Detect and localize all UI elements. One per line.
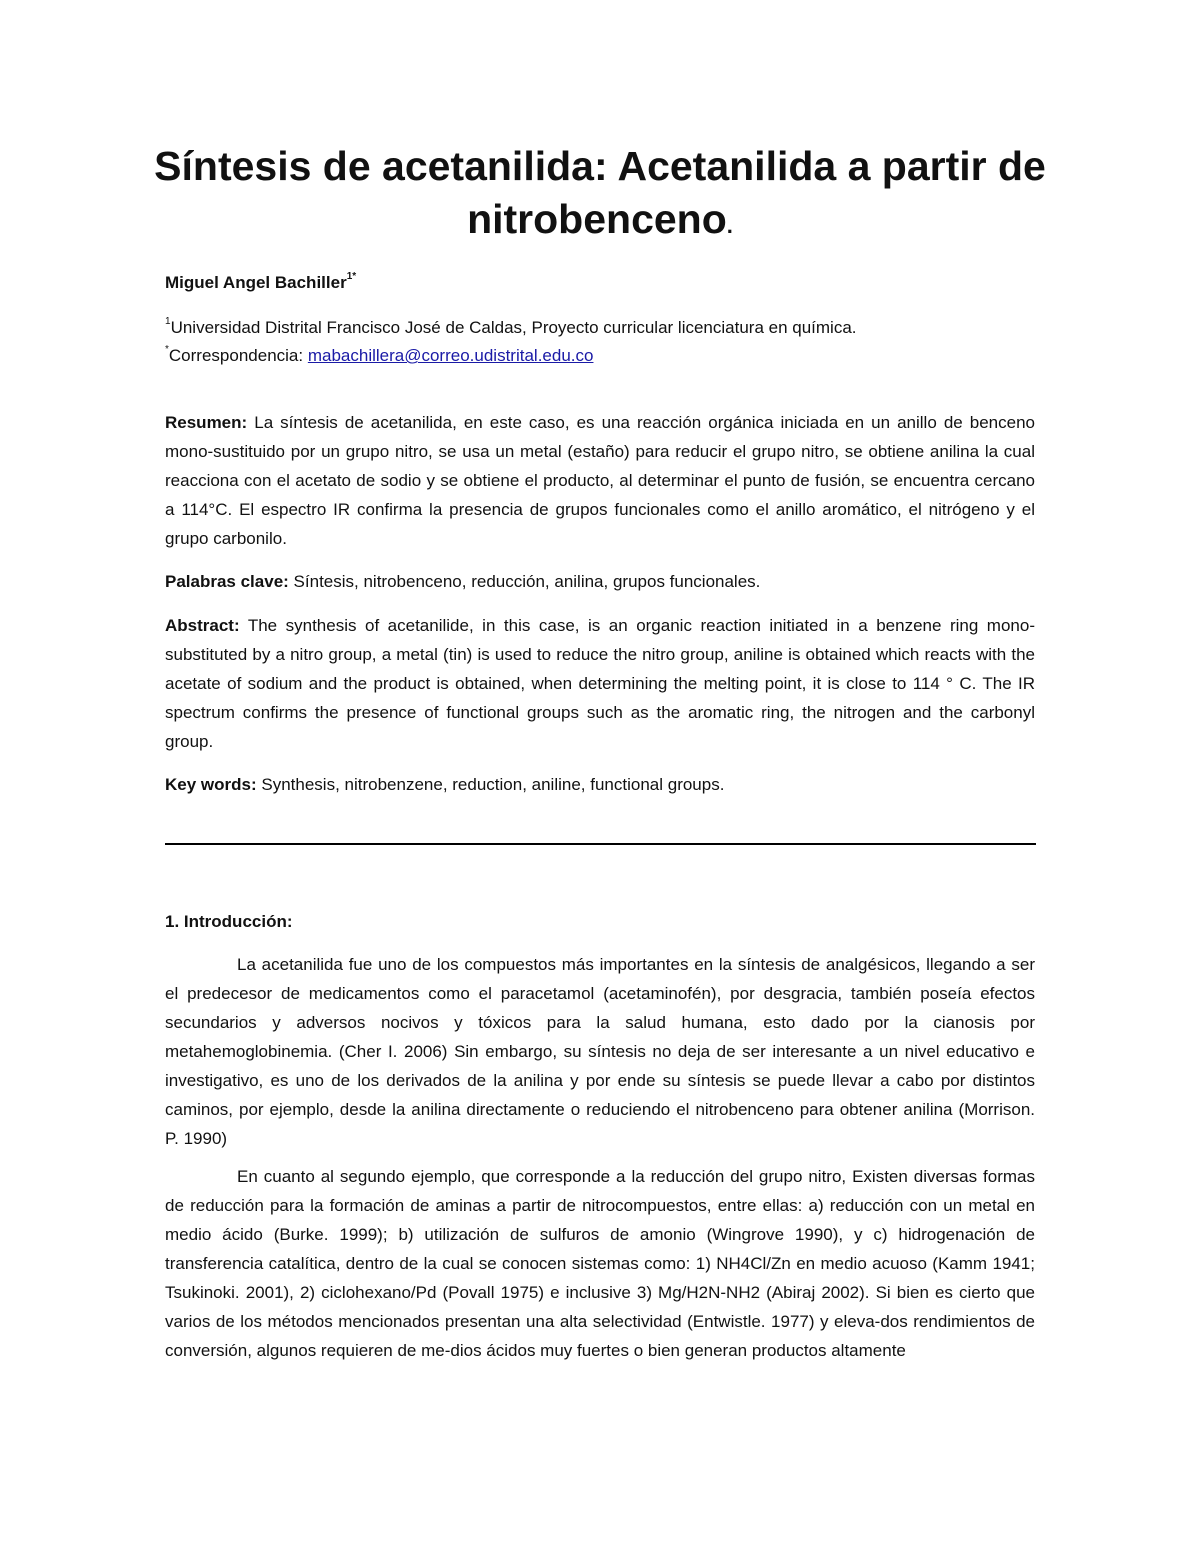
author-name: Miguel Angel Bachiller [165,273,347,292]
key-words-label: Key words: [165,775,257,794]
palabras-clave-paragraph [165,567,1035,596]
intro-paragraph-2: En cuanto al segundo ejemplo, que corresponde a la reducción del grupo nitro, Existen diversas formas de reducción para la formación de aminas a partir de nitrocompuestos, entre ellas: a) reducción con un metal en medio ácido (Burke. 1999); b) utilización de sulfuros de amonio (Wingrove 1990), y c) hidrogenación de transferencia catalítica, dentro de la cual se conocen sistemas como: 1) NH4Cl/Zn en medio acuoso (Kamm 1941; Tsukinoki. 2001), 2) ciclohexano/Pd (Povall 1975) e inclusive 3) Mg/H2N-NH2 (Abiraj 2002). Si bien es cierto que varios de los métodos mencionados presentan una alta selectividad (Entwistle. 1977) y eleva-dos rendimientos de conversión, algunos requieren de me-dios ácidos muy fuertes o bien generan productos altamente [165,1167,1035,1360]
correspondence-mark: * [165,344,169,356]
affiliation-text: Universidad Distrital Francisco José de Caldas, Proyecto curricular licenciatura en química. [170,318,857,337]
correspondence-label: Correspondencia: [168,346,304,365]
section-divider [165,843,1036,845]
affiliation [165,313,1035,342]
resumen-label: Resumen: [165,413,248,432]
title-text: Síntesis de acetanilida: Acetanilida a partir de nitrobenceno [154,143,1046,242]
intro-paragraph-1: La acetanilida fue uno de los compuestos más importantes en la síntesis de analgésicos, llegando a ser el predecesor de medicamentos como el paracetamol (acetaminofén), por desgracia, también poseía efectos secundarios y adversos nocivos y tóxicos para la salud humana, esto dado por la cianosis por metahemoglobinemia. (Cher I. 2006) Sin embargo, su síntesis no deja de ser interesante a un nivel educativo e investigativo, es uno de los derivados de la anilina y por ende su síntesis se puede llevar a cabo por distintos caminos, por ejemplo, desde la anilina directamente o reduciendo el nitrobenceno para obtener anilina (Morrison. P. 1990) [165,955,1035,1148]
key-words-text: Synthesis, nitrobenzene, reduction, aniline, functional groups. [261,775,725,794]
title-period: . [726,213,733,238]
palabras-clave-label: Palabras clave: [165,572,289,591]
abstract-text: The synthesis of acetanilide, in this case, is an organic reaction initiated in a benzene ring mono-substituted by a nitro group, a metal (tin) is used to reduce the nitro group, aniline is obtained which reacts with the acetate of sodium and the product is obtained, when determining the melting point, it is close to 114 ° C. The IR spectrum confirms the presence of functional groups such as the aromatic ring, the nitrogen and the carbonyl group. [165,616,1035,751]
resumen-text: La síntesis de acetanilida, en este caso, es una reacción orgánica iniciada en un anillo de benceno mono-sustituido por un grupo nitro, se usa un metal (estaño) para reducir el grupo nitro, se obtiene anilina la cual reacciona con el acetato de sodio y se obtiene el producto, al determinar el punto de fusión, se encuentra cercano a 114°C. El espectro IR confirma la presencia de grupos funcionales como el anillo aromático, el nitrógeno y el grupo carbonilo. [165,413,1035,548]
author-marks: 1* [346,271,357,283]
abstract-label: Abstract: [165,616,240,635]
affiliation-mark: 1 [165,316,171,328]
abstract-paragraph [165,611,1035,756]
section-heading: 1. Introducción: [165,912,293,931]
correspondence [165,341,1035,370]
author-line [165,268,1035,297]
palabras-clave-text: Síntesis, nitrobenceno, reducción, anilina, grupos funcionales. [293,572,761,591]
resumen-paragraph [165,408,1035,553]
paper-title [150,140,1050,252]
key-words-paragraph [165,770,1035,799]
email-link[interactable]: mabachillera@correo.udistrital.edu.co [307,346,594,365]
